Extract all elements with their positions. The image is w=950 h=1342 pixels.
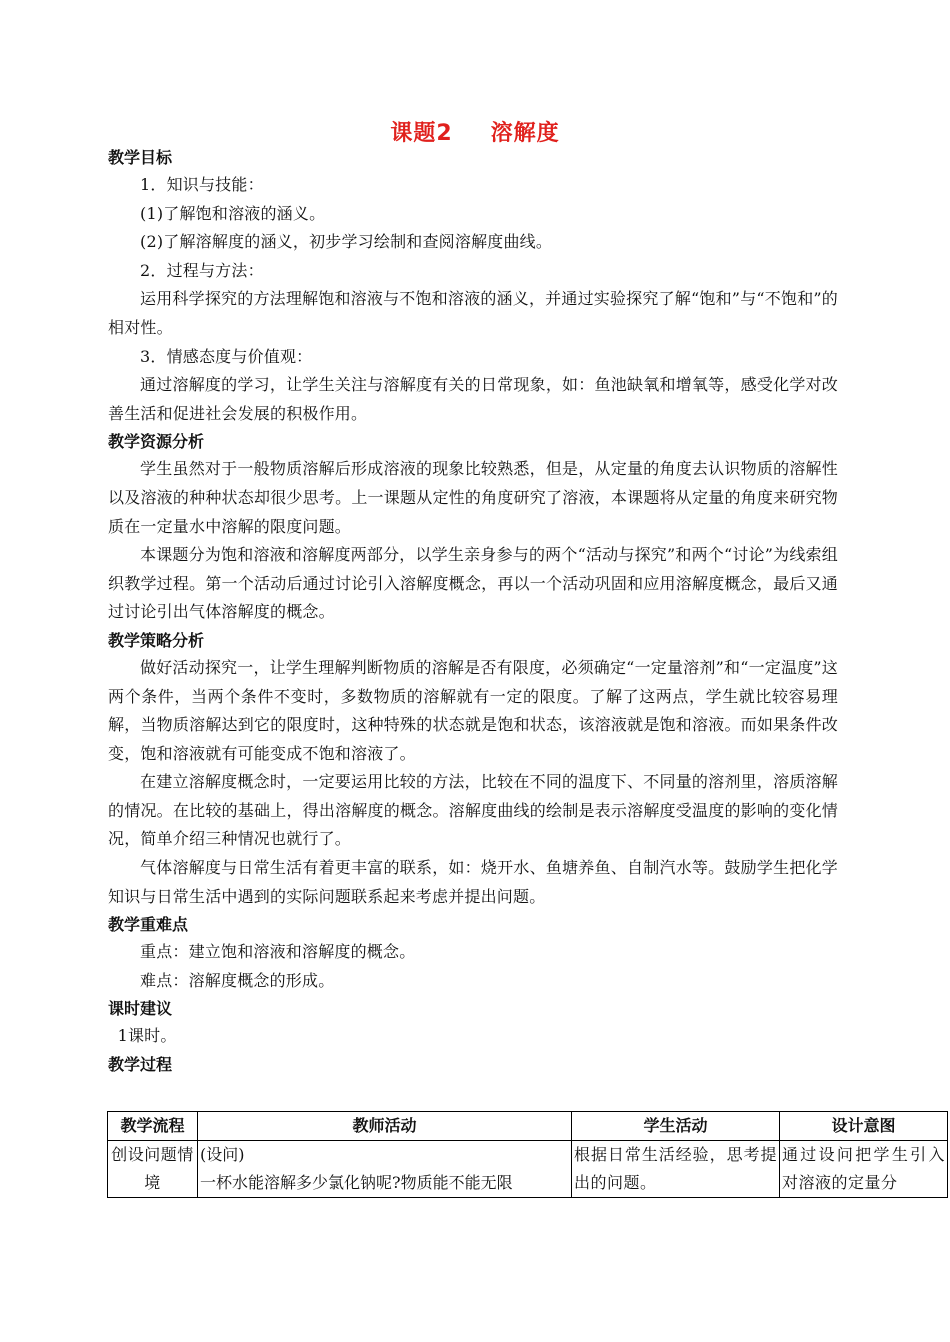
section-heading-hours: 课时建议 (108, 999, 173, 1019)
header-teacher: 教师活动 (198, 1112, 572, 1141)
header-flow: 教学流程 (108, 1112, 198, 1141)
keypoints-line-1: 重点：建立饱和溶液和溶解度的概念。 (140, 942, 416, 962)
section-heading-process: 教学过程 (108, 1055, 173, 1075)
strategy-paragraph-3: 气体溶解度与日常生活有着更丰富的联系，如：烧开水、鱼塘养鱼、自制汽水等。鼓励学生把化学知识与日常生活中遇到的实际问题联系起来考虑并提出问题。 (108, 858, 838, 906)
title-part-1: 课题2 (390, 121, 453, 146)
process-table-wrapper (107, 1111, 947, 1198)
strategy-paragraph-2: 在建立溶解度概念时，一定要运用比较的方法，比较在不同的温度下、不同量的溶剂里，溶质溶解的情况。在比较的基础上，得出溶解度的概念。溶解度曲线的绘制是表示溶解度受温度的影响的变化情况，简单介绍三种情况也就行了。 (108, 772, 838, 849)
section-heading-resources: 教学资源分析 (108, 432, 205, 452)
resources-paragraph-2: 本课题分为饱和溶液和溶解度两部分，以学生亲身参与的两个“活动与探究”和两个“讨论”为线索组织教学过程。第一个活动后通过讨论引入溶解度概念，再以一个活动巩固和应用溶解度概念，最后又通过讨论引出气体溶解度的概念。 (108, 545, 838, 622)
title-part-2: 溶解度 (490, 121, 560, 146)
objectives-line-6: 3．情感态度与价值观： (140, 346, 313, 366)
teacher-text (200, 1141, 569, 1197)
teacher-line-1: (设问) (200, 1145, 245, 1164)
header-student: 学生活动 (572, 1112, 780, 1141)
cell-teacher (198, 1141, 572, 1198)
objectives-line-4: 2．过程与方法： (140, 260, 264, 280)
page-title (0, 116, 950, 147)
intent-text: 通过设问把学生引入对溶液的定量分 (782, 1145, 945, 1192)
table-header-row (108, 1112, 948, 1141)
objectives-line-2: (1)了解饱和溶液的涵义。 (140, 203, 326, 223)
hours-line: 1课时。 (117, 1026, 177, 1046)
cell-student (572, 1141, 780, 1198)
objectives-line-5: 运用科学探究的方法理解饱和溶液与不饱和溶液的涵义，并通过实验探究了解“饱和”与“不饱和”的相对性。 (108, 289, 838, 337)
keypoints-line-2: 难点：溶解度概念的形成。 (140, 970, 335, 990)
teacher-line-2: 一杯水能溶解多少氯化钠呢?物质能不能无限 (200, 1173, 513, 1192)
section-heading-keypoints: 教学重难点 (108, 915, 189, 935)
flow-text: 创设问题情境 (111, 1145, 194, 1192)
section-heading-objectives: 教学目标 (108, 148, 173, 167)
cell-intent (780, 1141, 948, 1198)
process-table (107, 1111, 948, 1198)
cell-flow (108, 1141, 198, 1198)
student-text: 根据日常生活经验，思考提出的问题。 (574, 1145, 777, 1192)
header-intent: 设计意图 (780, 1112, 948, 1141)
objectives-line-7: 通过溶解度的学习，让学生关注与溶解度有关的日常现象，如：鱼池缺氧和增氧等，感受化学对改善生活和促进社会发展的积极作用。 (108, 375, 838, 423)
strategy-paragraph-1: 做好活动探究一，让学生理解判断物质的溶解是否有限度，必须确定“一定量溶剂”和“一定温度”这两个条件，当两个条件不变时，多数物质的溶解就有一定的限度。了解了这两点，学生就比较容易理解，当物质溶解达到它的限度时，这种特殊的状态就是饱和状态，该溶液就是饱和溶液。而如果条件改变，饱和溶液就有可能变成不饱和溶液了。 (108, 657, 838, 763)
objectives-line-3: (2)了解溶解度的涵义，初步学习绘制和查阅溶解度曲线。 (140, 232, 553, 252)
table-row (108, 1141, 948, 1198)
resources-paragraph-1: 学生虽然对于一般物质溶解后形成溶液的现象比较熟悉，但是，从定量的角度去认识物质的溶解性以及溶液的种种状态却很少思考。上一课题从定性的角度研究了溶液，本课题将从定量的角度来研究物质在一定量水中溶解的限度问题。 (108, 459, 838, 536)
objectives-line-1: 1．知识与技能： (140, 175, 264, 194)
document-body (108, 144, 838, 1078)
section-heading-strategy: 教学策略分析 (108, 630, 205, 650)
